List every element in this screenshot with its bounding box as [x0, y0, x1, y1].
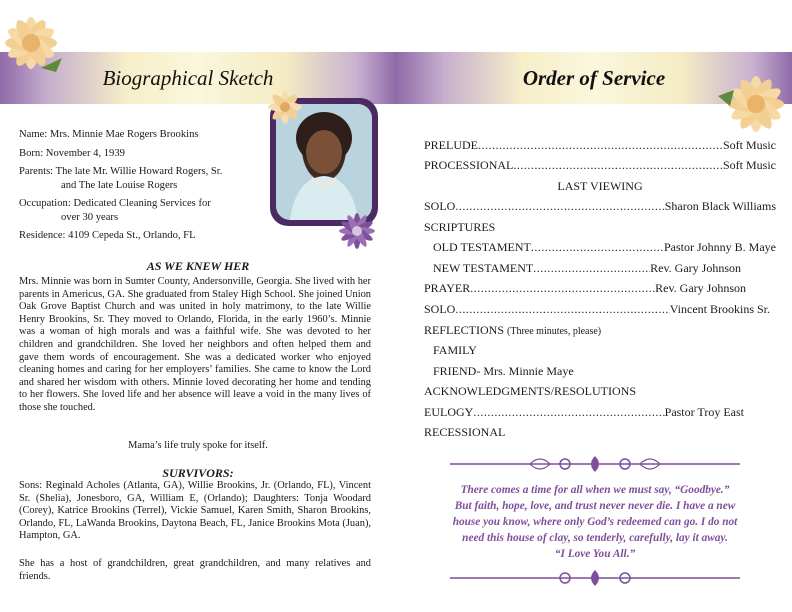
- service-item: FAMILY: [433, 343, 477, 357]
- service-item: EULOGY ..... Pastor Troy East: [424, 405, 744, 420]
- page-title: Biographical Sketch: [102, 66, 274, 90]
- knew-her-paragraph: Mrs. Minnie was born in Sumter County, Andersonville, Georgia. She lived with her parents in Americus, GA. She graduated from Staley High School. She joined Union Oak Grove Baptist Church and was united in holy matrimony, to the late Willie Henry Brookins, Sr. They moved to Orlando, Florida, in the early 1960’s. Minnie was a woman of high morals and was a faithful wife. She was devoted to her children and grandchildren. She loved her neighbors and often helped them and gave them words of encouragement. She was a dedicated worker who enjoyed cleaning homes and caring for her employers’ families. She came to know the Lord and shared her wisdom with others. Minnie loved decorating her home and tending to her flowers. She loved life and her absence will leave a void in the many lives of those she touched.: [19, 276, 371, 413]
- survivors-heading: SURVIVORS:: [162, 466, 234, 480]
- knew-her-heading: AS WE KNEW HER: [146, 259, 250, 273]
- survivors-paragraph: Sons: Reginald Acholes (Atlanta, GA), Willie Brookins, Jr. (Orlando, FL), Vincent Sr. (Shelia), Jonesboro, GA, William E, (Orlando); Daughters: Tonja Woodard (Corey), Katrice Brookins (Terrel), Vickie Samuel, Karen Smith, Sharon Brookins, Orlando, FL, LaWanda Brookins, Daytona Beach, FL, Janice Brookins Mota (Juan), Hampton, GA.: [19, 480, 371, 542]
- service-item: PRAYER ..... Rev. Gary Johnson: [424, 281, 746, 296]
- bio-parents: Parents: The late Mr. Willie Howard Rogers, Sr. and The late Louise Rogers: [19, 166, 223, 191]
- service-item: LAST VIEWING: [557, 179, 643, 193]
- service-item: PRELUDE ..... Soft Music: [424, 138, 776, 153]
- ornament-divider-icon: [430, 568, 760, 588]
- bio-name: Name: Mrs. Minnie Mae Rogers Brookins: [19, 129, 199, 140]
- bio-born: Born: November 4, 1939: [19, 147, 125, 159]
- bio-residence: Residence: 4109 Cepeda St., Orlando, FL: [19, 230, 196, 241]
- closing-motto: Mama’s life truly spoke for itself.: [128, 440, 268, 451]
- service-item: RECESSIONAL: [424, 425, 506, 439]
- flower-decoration-icon: [716, 66, 792, 142]
- poem-text: There comes a time for all when we must say, “Goodbye.” But faith, hope, love, and trust never never die. I have a new house you know, where only God’s redeemed can go. I do not need this house of clay, so tenderly, carefully, lay it away. “I Love You All.”: [452, 484, 738, 560]
- poem-box: [430, 452, 760, 592]
- service-item: NEW TESTAMENT ..... Rev. Gary Johnson: [433, 261, 741, 276]
- service-item: SOLO ..... Vincent Brookins Sr.: [424, 302, 770, 317]
- service-item: OLD TESTAMENT ..... Pastor Johnny B. Maye: [433, 240, 776, 255]
- flower-decoration-icon: [0, 8, 66, 78]
- bio-occupation: Occupation: Dedicated Cleaning Services for over 30 years: [19, 198, 211, 223]
- service-item: SCRIPTURES: [424, 220, 496, 234]
- ornament-divider-icon: [430, 452, 760, 476]
- service-item: SOLO ..... Sharon Black Williams: [424, 199, 776, 214]
- service-item: PROCESSIONAL ..... Soft Music: [424, 158, 776, 173]
- service-item: REFLECTIONS (Three minutes, please): [424, 323, 602, 337]
- bio-details: [19, 128, 269, 248]
- flower-decoration-icon: [262, 84, 308, 130]
- grandchildren-paragraph: She has a host of grandchildren, great grandchildren, and many relatives and friends.: [19, 558, 371, 582]
- right-panel-order-of-service: [396, 0, 792, 612]
- purple-flower-icon: [334, 208, 380, 254]
- page-title: Order of Service: [522, 66, 666, 90]
- service-item: FRIEND- Mrs. Minnie Maye: [433, 364, 574, 378]
- service-item: ACKNOWLEDGMENTS/RESOLUTIONS: [424, 384, 636, 398]
